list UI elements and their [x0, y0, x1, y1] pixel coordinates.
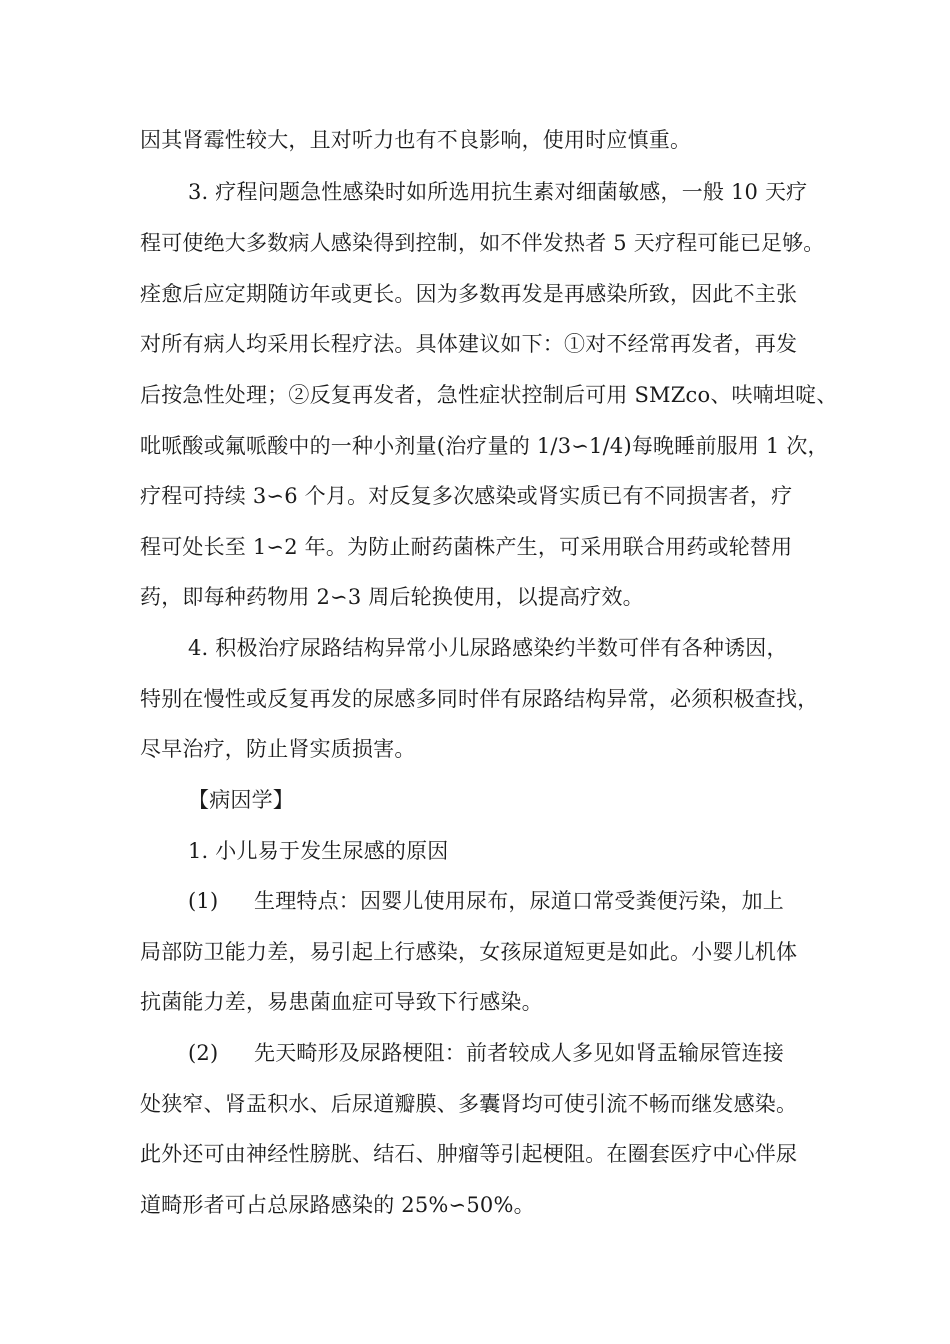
paragraph-line: 因其肾霉性较大，且对听力也有不良影响，使用时应慎重。: [140, 128, 692, 152]
paragraph-line: 道畸形者可占总尿路感染的 25%∽50%。: [140, 1193, 535, 1217]
paragraph-line: 程可使绝大多数病人感染得到控制，如不伴发热者 5 天疗程可能已足够。: [140, 231, 825, 255]
list-item-text: 先天畸形及尿路梗阻：前者较成人多见如肾盂输尿管连接: [254, 1041, 784, 1065]
paragraph-line: 痊愈后应定期随访年或更长。因为多数再发是再感染所致，因此不主张: [140, 282, 798, 306]
section-heading: 【病因学】: [188, 788, 294, 812]
paragraph-line: 处狭窄、肾盂积水、后尿道瓣膜、多囊肾均可使引流不畅而继发感染。: [140, 1092, 798, 1116]
list-item-text: 生理特点：因婴儿使用尿布，尿道口常受粪便污染，加上: [254, 889, 784, 913]
paragraph-line: 对所有病人均采用长程疗法。具体建议如下：①对不经常再发者，再发: [140, 332, 798, 356]
paragraph-line: 疗程可持续 3∽6 个月。对反复多次感染或肾实质已有不同损害者，疗: [140, 484, 793, 508]
paragraph-line: 后按急性处理；②反复再发者，急性症状控制后可用 SMZco、呋喃坦啶、: [140, 383, 838, 407]
list-number: (2): [188, 1041, 219, 1065]
paragraph-line: 抗菌能力差，易患菌血症可导致下行感染。: [140, 990, 543, 1014]
list-item-line: [188, 1039, 784, 1067]
paragraph-line: 4. 积极治疗尿路结构异常小儿尿路感染约半数可伴有各种诱因，: [188, 636, 788, 660]
paragraph-line: 程可处长至 1∽2 年。为防止耐药菌株产生，可采用联合用药或轮替用: [140, 535, 793, 559]
paragraph-line: 此外还可由神经性膀胱、结石、肿瘤等引起梗阻。在圈套医疗中心伴尿: [140, 1142, 798, 1166]
paragraph-line: 吡哌酸或氟哌酸中的一种小剂量(治疗量的 1/3∽1/4)每晚睡前服用 1 次，: [140, 434, 829, 458]
paragraph-line: 特别在慢性或反复再发的尿感多同时伴有尿路结构异常，必须积极查找，: [140, 687, 819, 711]
list-item-line: [188, 887, 784, 915]
paragraph-line: 尽早治疗，防止肾实质损害。: [140, 737, 416, 761]
paragraph-line: 药，即每种药物用 2∽3 周后轮换使用，以提高疗效。: [140, 585, 644, 609]
list-number: (1): [188, 889, 219, 913]
paragraph-line: 局部防卫能力差，易引起上行感染，女孩尿道短更是如此。小婴儿机体: [140, 940, 798, 964]
subsection-heading: 1. 小儿易于发生尿感的原因: [188, 839, 449, 863]
paragraph-line: 3. 疗程问题急性感染时如所选用抗生素对细菌敏感，一般 10 天疗: [188, 180, 808, 204]
